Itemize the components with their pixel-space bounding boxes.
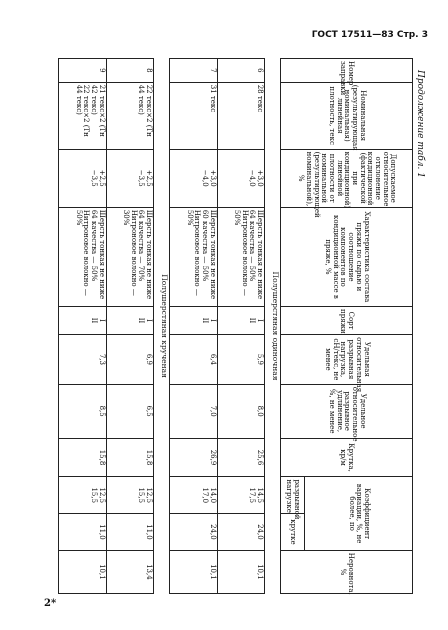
cell-composition: Шерсть тонкая не ниже 64 качества — 70% Нитроновое волокно — 30%: [106, 207, 154, 306]
cell-unevenness: 10,1: [217, 550, 265, 593]
col-header-cv-twist: крутке: [281, 514, 305, 551]
cell-elongation: 8,0: [217, 384, 265, 438]
cell-unevenness: 10,1: [59, 550, 107, 593]
cell-load: 5,9: [217, 335, 265, 385]
cell-unevenness: 13,4: [106, 550, 154, 593]
cell-density: 21 текс×2 (Тн 42 текс) 22 текс×2 (Тн 44 текс): [59, 82, 107, 149]
spec-table: [58, 58, 413, 594]
cell-cv-twist: 24,0: [217, 514, 265, 551]
cell-composition: Шерсть тонкая не ниже 64 качества — 50% Нитроновое волокно — 50%: [59, 207, 107, 306]
cell-cv-twist: 11,0: [59, 514, 107, 551]
cell-density: 31 текс: [170, 82, 218, 149]
cell-load: 6,9: [106, 335, 154, 385]
col-header-twist: Крутка, кр/м: [281, 438, 413, 477]
cell-cv-load: 14,0 17,0: [170, 477, 218, 514]
cell-unevenness: 10,1: [170, 550, 218, 593]
col-header-elongation: Удельное относительное разрывное удлинение, %, не менее: [281, 384, 413, 438]
cell-composition: Шерсть тонкая не ниже 64 качества — 50% Нитроновое волокно — 50%: [217, 207, 265, 306]
cell-deviation: +2,5 −3,5: [59, 149, 107, 207]
cell-cv-load: 14,5 17,5: [217, 477, 265, 514]
cell-cv-twist: 11,0: [106, 514, 154, 551]
cell-elongation: 8,5: [59, 384, 107, 438]
table-row: [59, 59, 107, 594]
page-mark: 2*: [44, 598, 57, 609]
cell-load: 7,3: [59, 335, 107, 385]
col-header-load: Удельная относительная разрывная нагрузка, сН/текс, не менее: [281, 335, 413, 385]
cell-grade: I II: [106, 307, 154, 335]
table-row: [106, 59, 154, 594]
section-twisted: Полушерстяная крученая: [154, 59, 170, 594]
cell-deviation: +2,5 −3,5: [106, 149, 154, 207]
col-header-cv-load: разрывной нагрузке: [281, 477, 305, 514]
cell-grade: I II: [217, 307, 265, 335]
cell-number: 8: [106, 59, 154, 83]
cell-deviation: +3,0 −4,0: [170, 149, 218, 207]
section-single: Полушерстяная одиночная: [265, 59, 281, 594]
cell-deviation: +3,0 −4,0: [217, 149, 265, 207]
cell-grade: I II: [59, 307, 107, 335]
cell-load: 6,4: [170, 335, 218, 385]
cell-twist: 26,9: [170, 438, 218, 477]
col-header-density: Номинальная (результирующая номинальная) линейная плотность, текс: [281, 82, 413, 149]
cell-density: 22 текс×2 (Тн 44 текс): [106, 82, 154, 149]
cell-elongation: 6,5: [106, 384, 154, 438]
cell-elongation: 7,0: [170, 384, 218, 438]
cell-twist: 15,8: [59, 438, 107, 477]
cell-twist: 15,8: [106, 438, 154, 477]
cell-twist: 25,6: [217, 438, 265, 477]
cell-grade: I II: [170, 307, 218, 335]
col-header-deviation: Допускаемое относительное отклонение кондиционной (фактической при кондиционной) линейной плотности от номинальной (результирующей номинальной), %: [281, 149, 413, 207]
cell-cv-load: 12,5 15,5: [59, 477, 107, 514]
cell-cv-twist: 24,0: [170, 514, 218, 551]
cell-composition: Шерсть тонкая не ниже 60 качества — 50% Нитроновое волокно — 50%: [170, 207, 218, 306]
cell-cv-load: 12,5 15,5: [106, 477, 154, 514]
col-header-number: Номер заправки: [281, 59, 413, 83]
page-header: ГОСТ 17511—83 Стр. 3: [311, 30, 428, 40]
table-row: [217, 59, 265, 594]
col-header-variation: Коэффициент вариации, %, не более, по: [305, 477, 413, 550]
col-header-grade: Сорт пряжи: [281, 307, 413, 335]
cell-number: 6: [217, 59, 265, 83]
table-container: [58, 58, 413, 594]
col-header-unevenness: Неровнота, %: [281, 550, 413, 593]
cell-density: 28 текс: [217, 82, 265, 149]
table-row: [170, 59, 218, 594]
cell-number: 7: [170, 59, 218, 83]
col-header-composition: Характеристика состава пряжи по сырью и соотношение компонентов по кондиционной массе в пряже, %: [281, 207, 413, 306]
cell-number: 9: [59, 59, 107, 83]
